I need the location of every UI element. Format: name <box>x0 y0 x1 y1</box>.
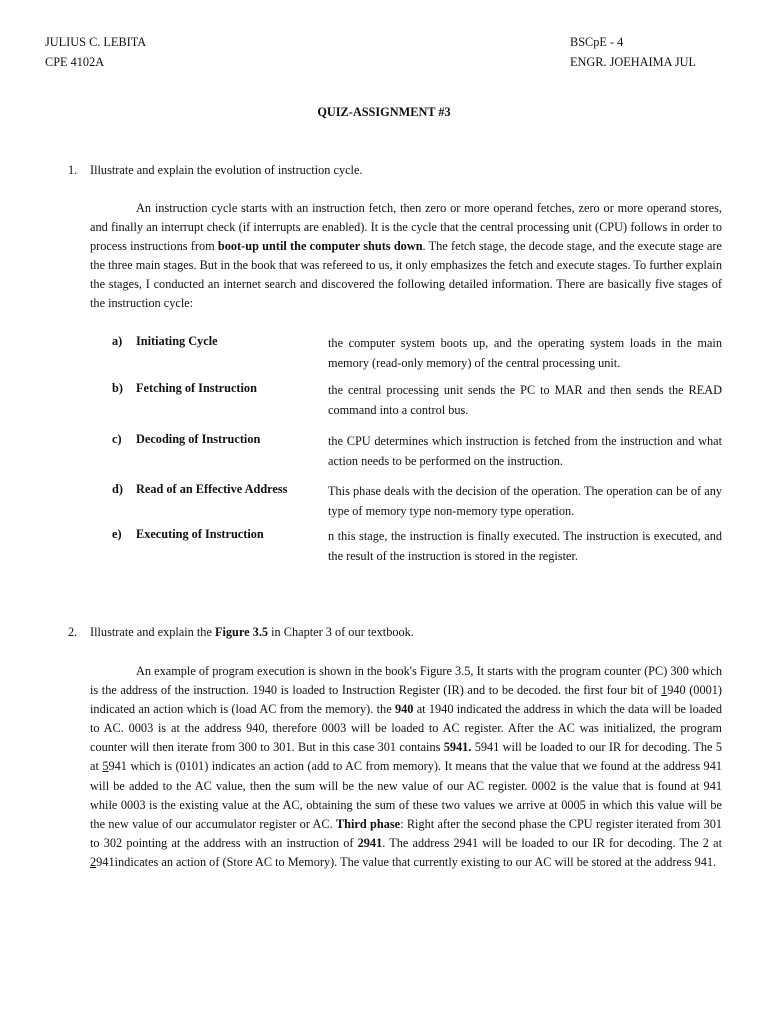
q1-para-text-a: An instruction cycle starts with an instruction fetch, then zero or more operand fetches, zero or more operand stores, and finally an interrupt check (if interrupts are enabled). It is the cycle that the central processing unit (CPU) follows in order to process instructions from <box>90 201 722 254</box>
q2-text: 5941 will be loaded to our IR for decoding. The 5 at <box>90 740 723 774</box>
course-code: CPE 4102A <box>45 55 105 69</box>
stage-letter: b) <box>112 381 123 395</box>
stage-name: Fetching of Instruction <box>136 381 257 395</box>
q1-para-text-b: . The fetch stage, the decode stage, and the execute stage are the three main stages. But in the book that was refereed to us, it only emphasizes the fetch and execute stages. To further explain the stages, I conducted an internet search and discovered the following detailed information. There are basically five stages of the instruction cycle: <box>90 239 722 311</box>
stage-description: the CPU determines which instruction is fetched from the instruction and what action needs to be performed on the instruction. <box>328 434 722 468</box>
stage-description: the computer system boots up, and the operating system loads in the main memory (read-only memory) of the central processing unit. <box>328 336 722 370</box>
question-2-answer-paragraph <box>90 662 722 872</box>
stage-description: This phase deals with the decision of the operation. The operation can be of any type of memory type non-memory type operation. <box>328 484 722 518</box>
q2-text: . The address 2941 will be loaded to our IR for decoding. The 2 at <box>382 835 722 850</box>
question-2-bold: Figure 3.5 <box>214 625 269 639</box>
stage-letter: e) <box>112 527 122 541</box>
question-1-number: 1. <box>68 163 78 177</box>
question-2-text-b: in Chapter 3 of our textbook. <box>268 625 414 639</box>
instructor-name: ENGR. JOEHAIMA JUL <box>570 55 697 69</box>
q2-text: at 1940 indicated the address in which the data will be loaded to AC. 0003 is at the address 940, therefore 0003 will be loaded to AC register. After the AC was initialized, the program counter will then iterate from 300 to 301. But in this case 301 contains <box>90 702 723 755</box>
program-year: BSCpE - 4 <box>570 35 624 49</box>
stage-name: Executing of Instruction <box>136 527 264 541</box>
q2-text: 941indicates an action of (Store AC to Memory). The value that currently existing to our AC will be stored at the address 941. <box>96 854 717 869</box>
q2-bold-text: Third phase <box>335 816 401 831</box>
student-name: JULIUS C. LEBITA <box>45 35 147 49</box>
q2-underlined-digit: 2 <box>90 854 97 869</box>
q2-underlined-digit: 5 <box>102 759 109 774</box>
stage-description: the central processing unit sends the PC to MAR and then sends the READ command into a control bus. <box>328 383 722 417</box>
q2-underlined-digit: 1 <box>661 683 668 698</box>
stage-letter: d) <box>112 482 123 496</box>
q2-bold-text: 2941 <box>357 835 383 850</box>
stage-name: Read of an Effective Address <box>136 482 288 496</box>
q2-bold-text: 5941. <box>443 740 472 755</box>
q2-text: 941 which is (0101) indicates an action (add to AC from memory). It means that the value that we found at the address 941 will be added to the AC value, then the sum will be the new value of our AC register. 0002 is the value that is found at 941 while 0003 is the existing value at the AC, obtaining the sum of these two values we arrive at 0005 in which this value will be the new value of our accumulator register or AC. <box>90 759 723 831</box>
stage-letter: c) <box>112 432 122 446</box>
page-title: QUIZ-ASSIGNMENT #3 <box>317 105 451 119</box>
question-1 <box>68 161 363 179</box>
q2-text: 940 (0001) indicated an action which is (load AC from the memory). the <box>90 683 722 717</box>
stage-description: n this stage, the instruction is finally executed. The instruction is executed, and the result of the instruction is stored in the register. <box>328 529 722 563</box>
q1-para-bold: boot-up until the computer shuts down <box>217 239 423 254</box>
stage-name: Decoding of Instruction <box>136 432 261 446</box>
question-1-answer-paragraph <box>90 199 722 314</box>
question-2 <box>68 623 414 641</box>
question-2-number: 2. <box>68 625 78 639</box>
q2-bold-text: 940 <box>394 702 414 717</box>
stage-letter: a) <box>112 334 123 348</box>
q2-text: An example of program execution is shown in the book's Figure 3.5, It starts with the program counter (PC) 300 which is the address of the instruction. 1940 is loaded to Instruction Register (IR) and to be decoded. the first four bit of <box>90 664 722 698</box>
stage-name: Initiating Cycle <box>136 334 218 348</box>
q2-text: : Right after the second phase the CPU register iterated from 301 to 302 pointing at the address with an instruction of <box>90 816 722 850</box>
question-2-text-a: Illustrate and explain the <box>90 625 215 639</box>
question-1-text: Illustrate and explain the evolution of instruction cycle. <box>90 163 363 177</box>
